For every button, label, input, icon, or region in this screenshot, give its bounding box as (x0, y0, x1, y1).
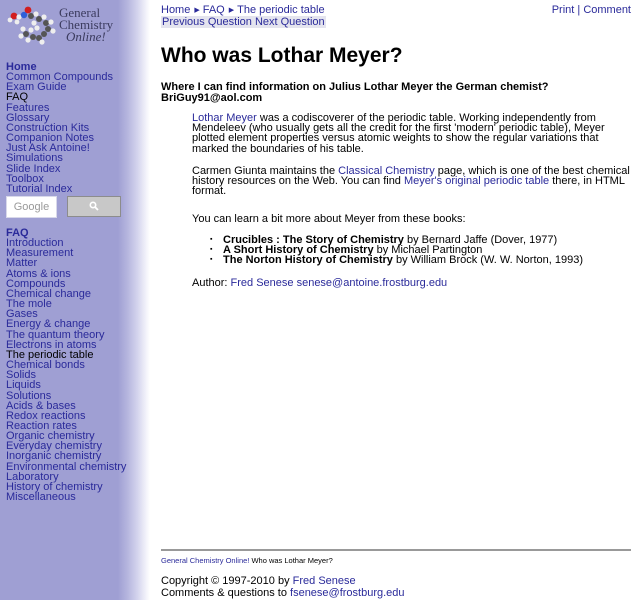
author-email-link[interactable]: senese@antoine.frostburg.edu (296, 277, 448, 289)
book-title: Crucibles : The Story of Chemistry (223, 234, 404, 246)
author-line (192, 278, 447, 288)
logo-text-general: General (59, 5, 101, 20)
topic-laboratory[interactable]: Laboratory (6, 470, 59, 483)
search-input[interactable]: Google (6, 196, 57, 218)
copyright-block (161, 575, 405, 599)
topic-chemical-change[interactable]: Chemical change (6, 287, 91, 300)
author-name-link[interactable]: Fred Senese (230, 277, 294, 289)
topic-compounds[interactable]: Compounds (6, 277, 66, 290)
topic-gases[interactable]: Gases (6, 308, 38, 321)
nav-home[interactable]: Home (6, 61, 37, 73)
triangle-right-icon: ▶ (194, 7, 200, 14)
comments-text: Comments & questions to (161, 587, 291, 599)
paragraph-text: was a codiscoverer of the periodic table. Working independently from Mendeleev (who usually gets all the credit for the first 'modern' periodic table), Meyer plotted element properties versus atomic weights to show the regular variations that marked the boundaries of his table. (192, 112, 605, 155)
book-details: by William Brock (W. W. Norton, 1993) (392, 254, 584, 267)
paragraph-text: there, in HTML format. (192, 175, 625, 198)
page-title: Who was Lothar Meyer? (161, 44, 403, 67)
site-home-link[interactable]: General Chemistry Online! (161, 556, 250, 565)
question-nav (161, 16, 326, 28)
breadcrumb-faq[interactable]: FAQ (202, 4, 225, 16)
topic-organic-chemistry[interactable]: Organic chemistry (6, 430, 95, 443)
topic-introduction[interactable]: Introduction (6, 237, 64, 250)
answer-paragraph-2 (192, 166, 632, 197)
topic-environmental-chemistry[interactable]: Environmental chemistry (6, 460, 127, 473)
topic-liquids[interactable]: Liquids (6, 379, 41, 392)
copyright-text: Copyright © 1997-2010 by (161, 575, 293, 587)
topic-history-of-chemistry[interactable]: History of chemistry (6, 480, 103, 493)
copyright-author-link[interactable]: Fred Senese (292, 575, 356, 587)
topic-energy-change[interactable]: Energy & change (6, 318, 91, 331)
faq-topic-nav (6, 228, 126, 502)
next-question-link[interactable]: Next Question (254, 16, 325, 28)
topic-quantum-theory[interactable]: The quantum theory (6, 328, 105, 341)
question-text: Where I can find information on Julius Lothar Meyer the German chemist? (161, 81, 549, 93)
book-title: A Short History of Chemistry (223, 244, 374, 257)
book-list (210, 235, 583, 266)
sidebar (0, 0, 150, 600)
print-link[interactable]: Print (551, 4, 575, 16)
topic-solids[interactable]: Solids (6, 369, 36, 382)
answer-paragraph-1 (192, 113, 632, 154)
asker-email: BriGuy91@aol.com (161, 92, 263, 104)
nav-construction-kits[interactable]: Construction Kits (6, 121, 90, 134)
nav-toolbox[interactable]: Toolbox (6, 172, 44, 185)
logo-text-online: Online! (66, 29, 106, 44)
nav-faq[interactable]: FAQ (6, 91, 29, 104)
nav-simulations[interactable]: Simulations (6, 152, 63, 165)
answer-paragraph-3: You can learn a bit more about Meyer from these books: (192, 213, 466, 225)
footer-page-title: Who was Lothar Meyer? (249, 556, 333, 565)
site-logo[interactable] (6, 4, 126, 48)
meyers-periodic-table-link[interactable]: Meyer's original periodic table (403, 175, 550, 188)
topic-miscellaneous[interactable]: Miscellaneous (6, 491, 76, 504)
topic-measurement[interactable]: Measurement (6, 247, 74, 260)
page-tools (552, 4, 631, 16)
topic-faq[interactable]: FAQ (6, 227, 29, 239)
nav-slide-index[interactable]: Slide Index (6, 162, 61, 175)
nav-glossary[interactable]: Glossary (6, 111, 50, 124)
nav-common-compounds[interactable]: Common Compounds (6, 71, 113, 84)
nav-features[interactable]: Features (6, 101, 50, 114)
nav-companion-notes[interactable]: Companion Notes (6, 132, 95, 145)
footer-page-id (161, 556, 333, 565)
nav-exam-guide[interactable]: Exam Guide (6, 81, 67, 94)
magnifier-icon (89, 201, 99, 211)
paragraph-text: Carmen Giunta maintains the (192, 165, 339, 177)
book-details: by Michael Partington (373, 244, 483, 257)
topic-periodic-table[interactable]: The periodic table (6, 348, 94, 361)
classical-chemistry-link[interactable]: Classical Chemistry (338, 165, 435, 177)
book-details: by Bernard Jaffe (Dover, 1977) (403, 234, 558, 246)
breadcrumb-home[interactable]: Home (161, 4, 191, 16)
topic-reaction-rates[interactable]: Reaction rates (6, 419, 77, 432)
tools-separator: | (577, 4, 581, 16)
topic-solutions[interactable]: Solutions (6, 389, 52, 402)
author-label: Author: (192, 277, 231, 289)
book-item (210, 255, 583, 265)
topic-atoms-ions[interactable]: Atoms & ions (6, 267, 71, 280)
search-button[interactable] (67, 196, 121, 217)
question-block (161, 82, 549, 104)
comments-email-link[interactable]: fsenese@frostburg.edu (290, 587, 405, 599)
logo-text-chemistry: Chemistry (59, 17, 114, 32)
topic-everyday-chemistry[interactable]: Everyday chemistry (6, 440, 102, 453)
breadcrumb-periodic-table[interactable]: The periodic table (237, 4, 325, 16)
main-content (161, 0, 631, 600)
book-title: The Norton History of Chemistry (223, 254, 393, 267)
molecule-logo-icon (6, 4, 62, 46)
lothar-meyer-link[interactable]: Lothar Meyer (192, 112, 257, 124)
triangle-right-icon: ▶ (228, 7, 235, 14)
comment-link[interactable]: Comment (583, 4, 631, 16)
topic-acids-bases[interactable]: Acids & bases (6, 399, 76, 412)
topic-chemical-bonds[interactable]: Chemical bonds (6, 359, 85, 372)
nav-tutorial-index[interactable]: Tutorial Index (6, 182, 73, 195)
topic-electrons-in-atoms[interactable]: Electrons in atoms (6, 338, 97, 351)
topic-the-mole[interactable]: The mole (6, 298, 52, 311)
previous-question-link[interactable]: Previous Question (162, 16, 252, 28)
topic-inorganic-chemistry[interactable]: Inorganic chemistry (6, 450, 102, 463)
topic-redox-reactions[interactable]: Redox reactions (6, 409, 86, 422)
nav-just-ask-antoine[interactable]: Just Ask Antoine! (6, 142, 90, 155)
topic-matter[interactable]: Matter (6, 257, 38, 270)
footer-divider (161, 549, 631, 551)
site-nav (6, 62, 113, 194)
paragraph-text: page, which is one of the best chemical history resources on the Web. You can find (192, 165, 630, 188)
